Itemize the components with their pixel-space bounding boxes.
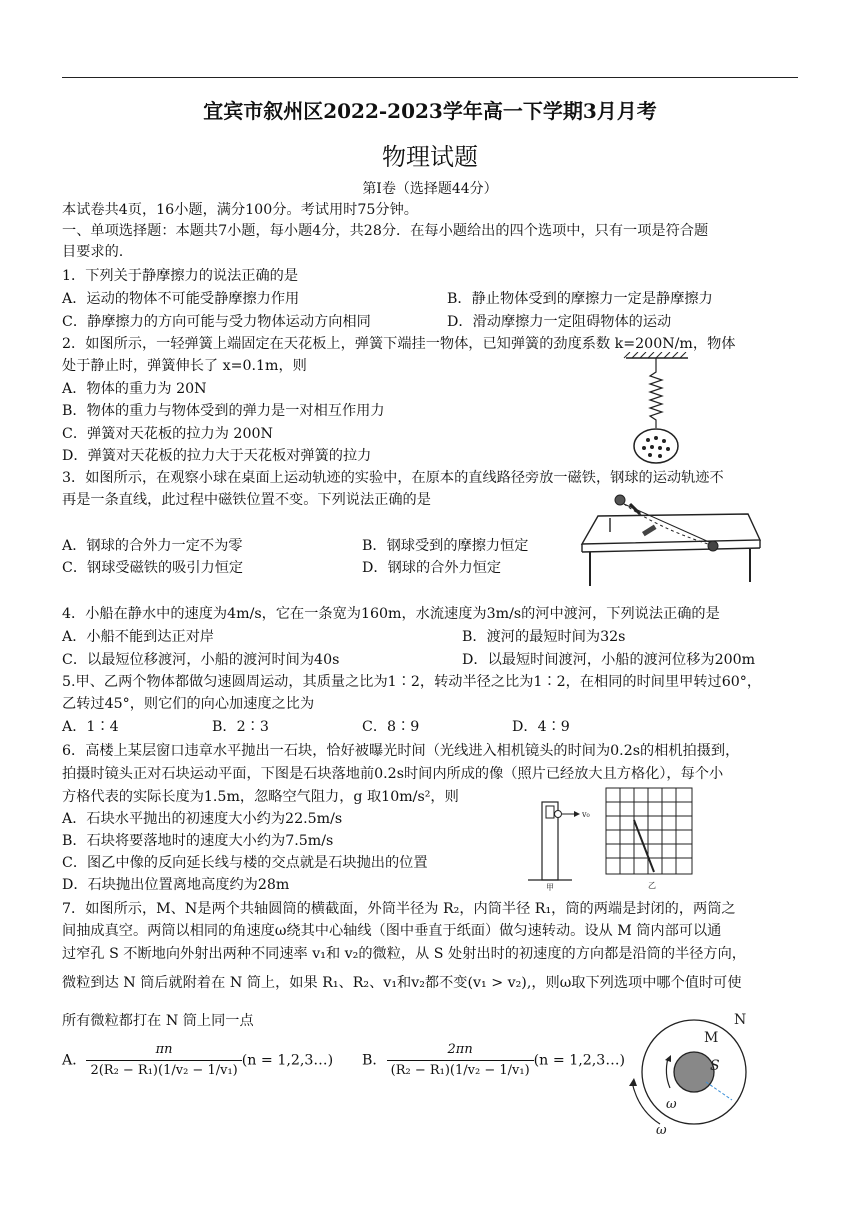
fig-jia-label: 甲 — [546, 883, 554, 892]
omega-inner-label: ω — [666, 1097, 677, 1112]
q7-stem: 微粒到达 N 筒后就附着在 N 筒上，如果 R₁、R₂、v₁和v₂都不变(v₁ > v₂),，则ω取下列选项中哪个值时可使 — [62, 975, 742, 991]
q7-option-a — [62, 1040, 333, 1081]
label-M: M — [704, 1030, 719, 1046]
q7-b-label: B． — [362, 1052, 387, 1069]
q6-option-a: A．石块水平抛出的初速度大小约为22.5m/s — [62, 811, 343, 827]
q2-option-c: C．弹簧对天花板的拉力为 200N — [62, 426, 273, 442]
exam-title: 宜宾市叙州区2022-2023学年高一下学期3月月考 — [203, 99, 657, 123]
q6-option-d: D．石块抛出位置离地高度约为28m — [62, 877, 290, 893]
label-S: S — [710, 1058, 720, 1074]
q2-option-b: B．物体的重力与物体受到的弹力是一对相互作用力 — [62, 403, 385, 419]
q4-option-c: C．以最短位移渡河，小船的渡河时间为40s — [62, 652, 340, 668]
omega-outer-label: ω — [656, 1123, 667, 1136]
q6-stem: 拍摄时镜头正对石块运动平面，下图是石块落地前0.2s时间内所成的像（照片已经放大且方格化），每个小 — [62, 766, 724, 782]
q7-b-condition: (n = 1,2,3…) — [533, 1052, 626, 1069]
q7-stem: 间抽成真空。两筒以相同的角速度ω绕其中心轴线（图中垂直于纸面）做匀速转动。设从 M 筒内部可以通 — [62, 923, 722, 939]
q3-stem: 3．如图所示，在观察小球在桌面上运动轨迹的实验中，在原本的直线路径旁放一磁铁，钢球的运动轨迹不 — [62, 470, 724, 486]
q7-option-b — [362, 1040, 625, 1081]
q7-a-numerator: πn — [86, 1040, 241, 1061]
q7-stem: 所有微粒都打在 N 筒上同一点 — [62, 1013, 254, 1029]
q4-option-d: D．以最短时间渡河，小船的渡河位移为200m — [462, 652, 756, 668]
q7-a-condition: (n = 1,2,3…) — [241, 1052, 334, 1069]
q7-b-denominator: (R₂ − R₁)(1/v₂ − 1/v₁) — [390, 1063, 530, 1078]
q1-option-d: D．滑动摩擦力一定阻碍物体的运动 — [447, 314, 672, 330]
q1-option-b: B．静止物体受到的摩擦力一定是静摩擦力 — [447, 291, 713, 307]
q3-option-c: C．钢球受磁铁的吸引力恒定 — [62, 560, 244, 576]
q7-a-fraction — [86, 1040, 241, 1081]
section-heading: 第I卷（选择题44分） — [362, 181, 498, 197]
q6-stem: 6．高楼上某层窗口违章水平抛出一石块，恰好被曝光时间（光线进入相机镜头的时间为0.2s的相机拍摄到， — [62, 743, 740, 759]
q5-option-b: B．2∶3 — [212, 719, 269, 735]
q5-option-d: D．4∶9 — [512, 719, 570, 735]
building-figure-jia — [526, 786, 606, 892]
q7-stem: 过窄孔 S 不断地向外射出两种不同速率 v₁和 v₂的微粒，从 S 处射出时的初速度的方向都是沿筒的半径方向， — [62, 946, 746, 962]
fig-yi-label: 乙 — [648, 881, 656, 890]
q7-b-numerator: 2πn — [387, 1040, 534, 1061]
q3-option-d: D．钢球的合外力恒定 — [362, 560, 502, 576]
spring-figure — [622, 352, 692, 472]
q6-option-c: C．图乙中像的反向延长线与楼的交点就是石块抛出的位置 — [62, 855, 428, 871]
q3-option-a: A．钢球的合外力一定不为零 — [62, 538, 243, 554]
q2-option-a: A．物体的重力为 20N — [62, 381, 207, 397]
q2-stem: 2．如图所示，一轻弹簧上端固定在天花板上，弹簧下端挂一物体，已知弹簧的劲度系数 k=200N/m，物体 — [62, 336, 736, 352]
instructions-line: 目要求的. — [62, 244, 124, 260]
exam-subtitle: 物理试题 — [382, 143, 478, 171]
q3-stem: 再是一条直线，此过程中磁铁位置不变。下列说法正确的是 — [62, 492, 431, 508]
q4-stem: 4．小船在静水中的速度为4m/s，它在一条宽为160m，水流速度为3m/s的河中渡河，下列说法正确的是 — [62, 606, 720, 622]
q6-option-b: B．石块将要落地时的速度大小约为7.5m/s — [62, 833, 334, 849]
q4-option-b: B．渡河的最短时间为32s — [462, 629, 626, 645]
q5-stem: 乙转过45°，则它们的向心加速度之比为 — [62, 696, 315, 712]
label-N: N — [734, 1012, 747, 1028]
q1-option-a: A．运动的物体不可能受静摩擦力作用 — [62, 291, 300, 307]
cylinders-figure — [624, 1012, 764, 1136]
top-rule — [62, 77, 798, 78]
q1-option-c: C．静摩擦力的方向可能与受力物体运动方向相同 — [62, 314, 371, 330]
q6-stem: 方格代表的实际长度为1.5m，忽略空气阻力，g 取10m/s²，则 — [62, 789, 459, 805]
q3-option-b: B．钢球受到的摩擦力恒定 — [362, 538, 529, 554]
q5-option-c: C．8∶9 — [362, 719, 420, 735]
table-magnet-figure — [568, 482, 764, 590]
q4-option-a: A．小船不能到达正对岸 — [62, 629, 215, 645]
q7-stem: 7．如图所示，M、N是两个共轴圆筒的横截面，外筒半径为 R₂，内筒半径 R₁，筒的两端是封闭的，两筒之 — [62, 901, 736, 917]
q2-option-d: D．弹簧对天花板的拉力大于天花板对弹簧的拉力 — [62, 448, 372, 464]
instructions-line: 一、单项选择题：本题共7小题，每小题4分，共28分．在每小题给出的四个选项中，只有一项是符合题 — [62, 223, 709, 239]
q7-a-label: A． — [62, 1052, 87, 1069]
q7-a-denominator: 2(R₂ − R₁)(1/v₂ − 1/v₁) — [90, 1063, 238, 1078]
intro-line: 本试卷共4页，16小题，满分100分。考试用时75分钟。 — [62, 202, 418, 218]
q1-stem: 1．下列关于静摩擦力的说法正确的是 — [62, 268, 299, 284]
q7-b-fraction — [387, 1040, 534, 1081]
q5-stem: 5.甲、乙两个物体都做匀速圆周运动，其质量之比为1∶2，转动半径之比为1∶2，在相同的时间里甲转过60°， — [62, 674, 762, 690]
q5-option-a: A．1∶4 — [62, 719, 119, 735]
q2-stem: 处于静止时，弹簧伸长了 x=0.1m，则 — [62, 358, 307, 374]
grid-figure-yi — [604, 786, 696, 892]
v0-label: v₀ — [582, 810, 590, 819]
